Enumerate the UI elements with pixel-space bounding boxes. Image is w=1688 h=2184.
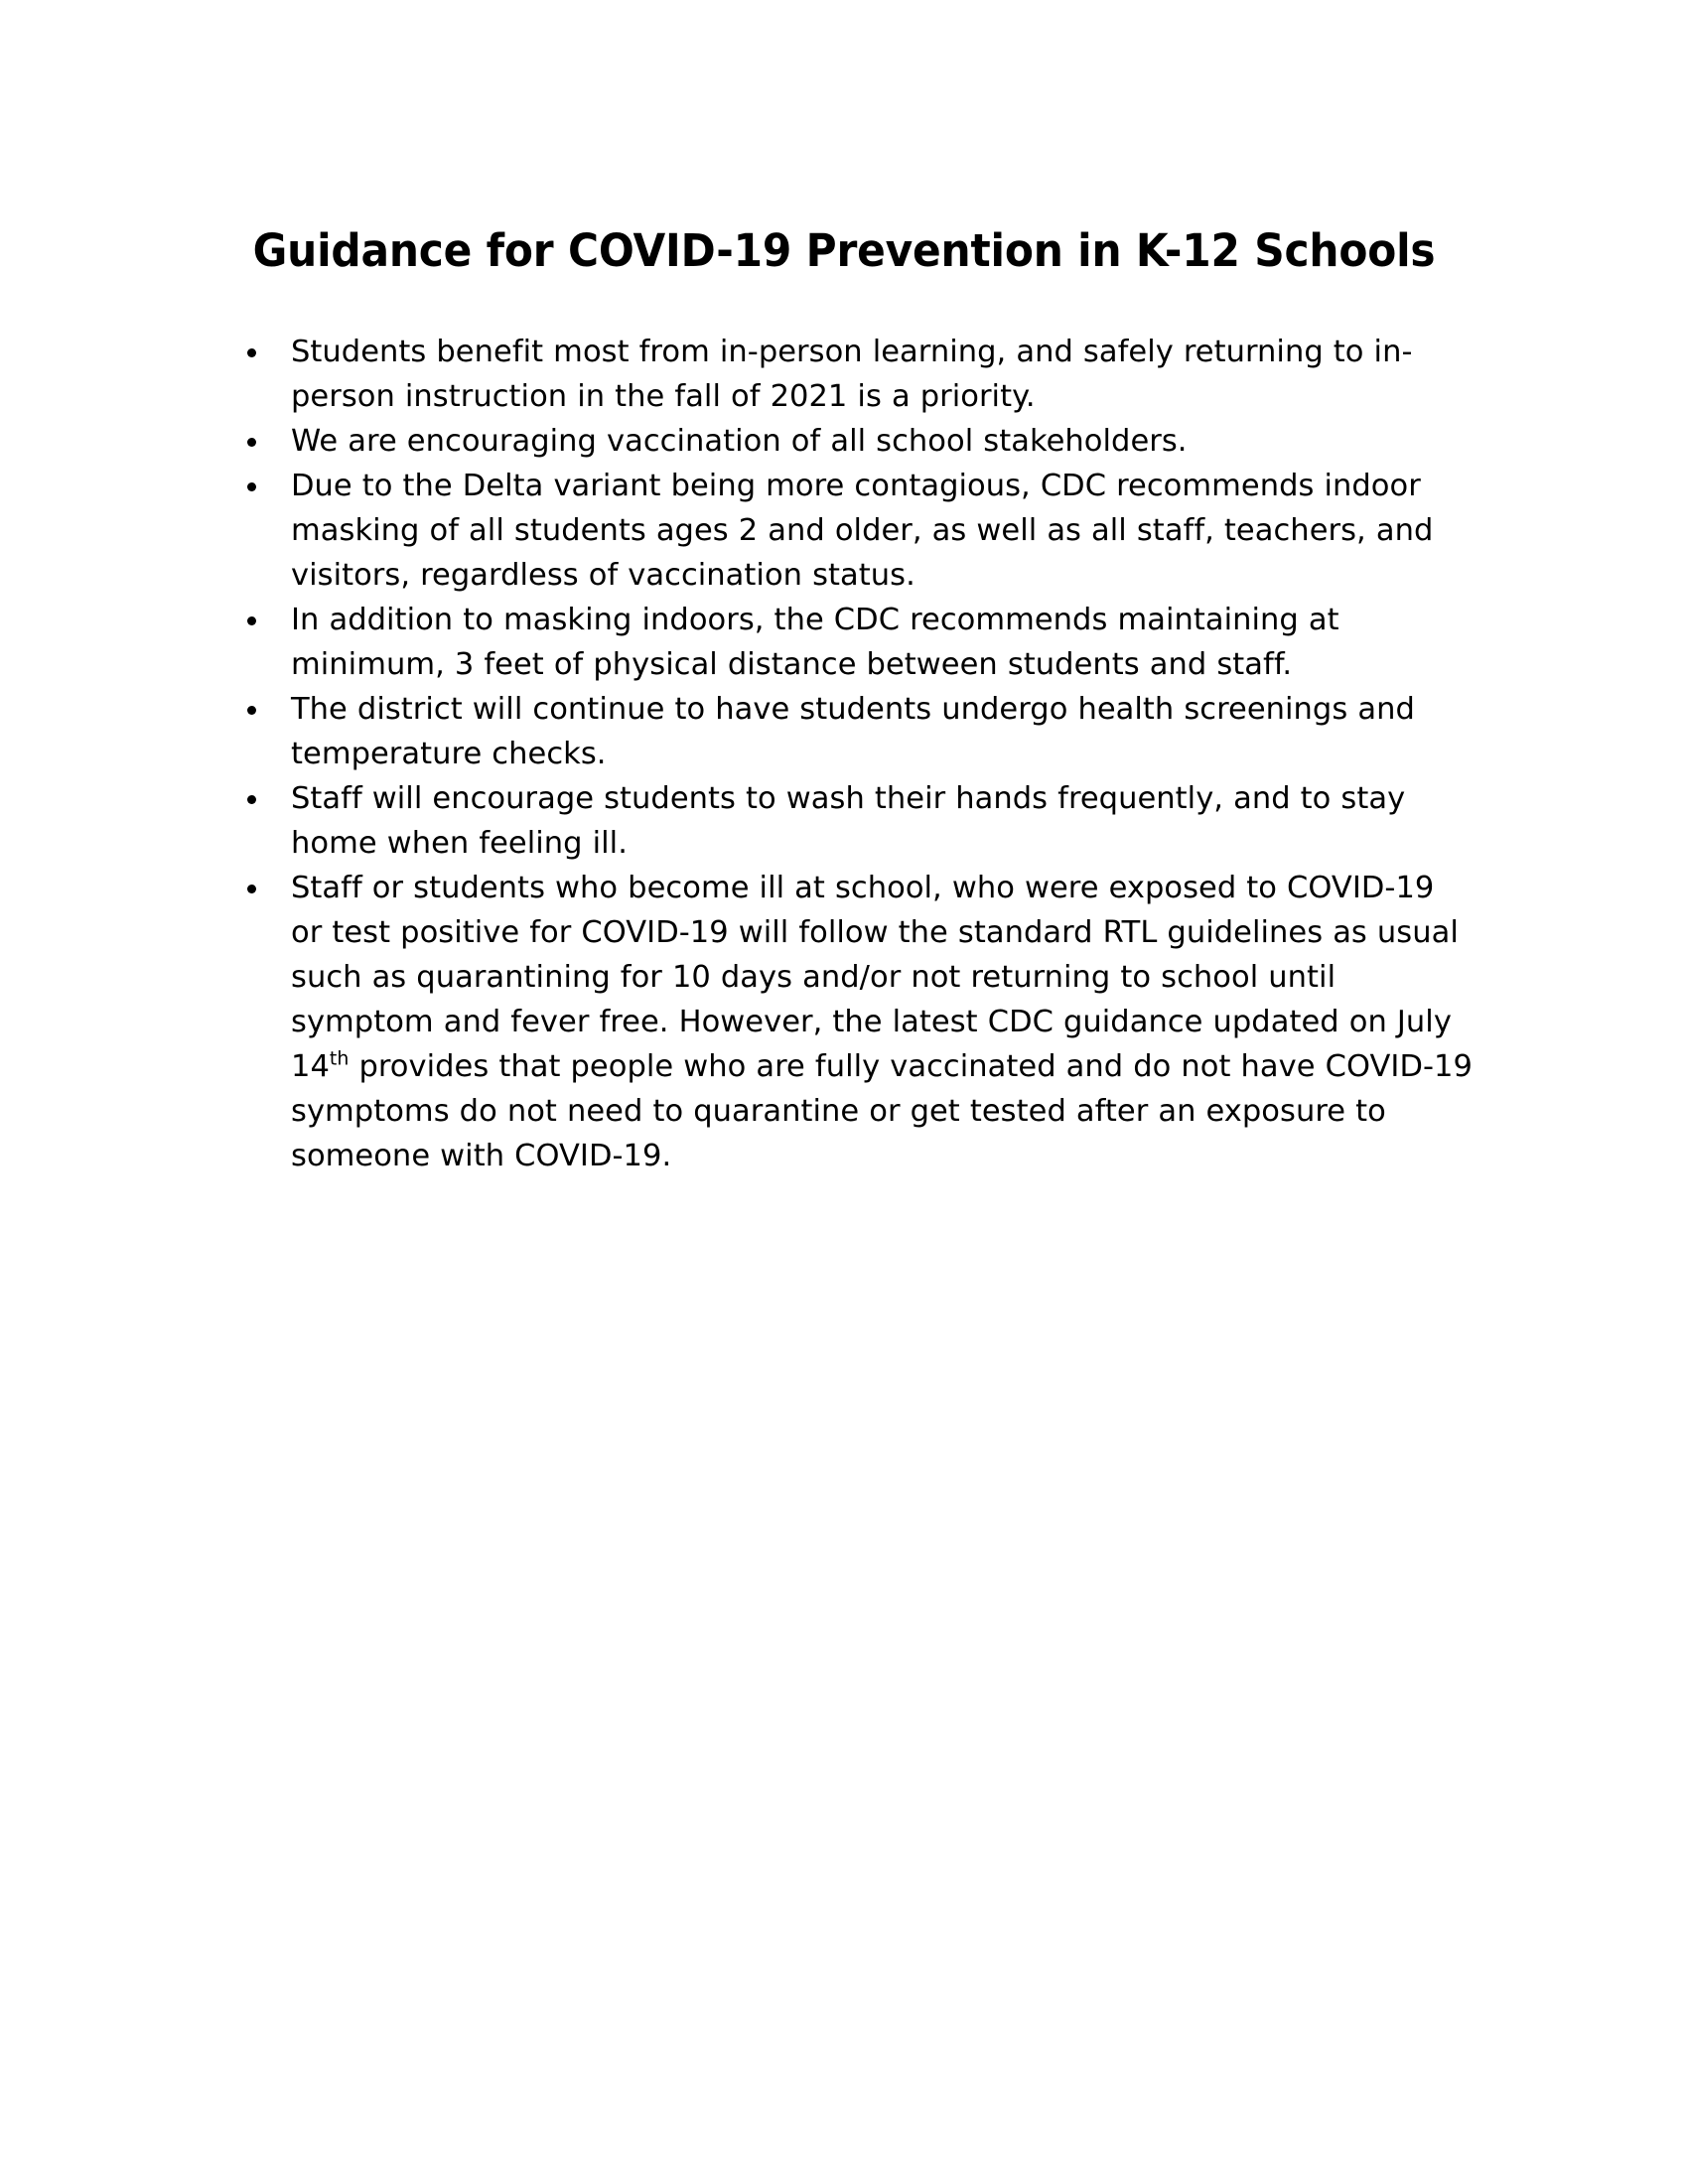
bullet-text-segment-2: provides that people who are fully vaccinated and do not have COVID-19 symptoms do not need to quarantine or get tested after an exposure to someone with COVID-19. <box>291 1049 1473 1173</box>
ordinal-superscript: th <box>329 1047 350 1070</box>
list-item <box>211 598 1473 687</box>
bullet-item-text <box>291 866 1473 1178</box>
bullet-item-text: The district will continue to have students undergo health screenings and temperature checks. <box>291 692 1415 771</box>
list-item <box>211 419 1473 464</box>
guidance-bullet-list <box>211 330 1473 1178</box>
bullet-item-text: In addition to masking indoors, the CDC recommends maintaining at minimum, 3 feet of physical distance between students and staff. <box>291 603 1339 682</box>
bullet-point-icon <box>247 866 261 910</box>
bullet-point-icon <box>247 687 261 732</box>
bullet-point-icon <box>247 598 261 642</box>
bullet-item-text: Students benefit most from in-person learning, and safely returning to in-person instruction in the fall of 2021 is a priority. <box>291 335 1413 414</box>
bullet-point-icon <box>247 464 261 508</box>
list-item <box>211 776 1473 866</box>
list-item <box>211 330 1473 419</box>
bullet-item-text: We are encouraging vaccination of all school stakeholders. <box>291 424 1188 459</box>
bullet-text-segment-1: Staff or students who become ill at school, who were exposed to COVID-19 or test positive for COVID-19 will follow the standard RTL guidelines as usual such as quarantining for 10 days and/or not returning to school until symptom and fever free. However, the latest CDC guidance updated on July 14 <box>291 871 1459 1084</box>
list-item <box>211 687 1473 776</box>
bullet-point-icon <box>247 419 261 464</box>
bullet-item-text: Due to the Delta variant being more contagious, CDC recommends indoor masking of all students ages 2 and older, as well as all staff, teachers, and visitors, regardless of vaccination status. <box>291 469 1434 593</box>
bullet-point-icon <box>247 330 261 374</box>
bullet-point-icon <box>247 776 261 821</box>
page-title: Guidance for COVID-19 Prevention in K-12 Schools <box>252 224 1436 278</box>
list-item <box>211 866 1473 1178</box>
bullet-item-text: Staff will encourage students to wash their hands frequently, and to stay home when feeling ill. <box>291 781 1406 861</box>
list-item <box>211 464 1473 598</box>
